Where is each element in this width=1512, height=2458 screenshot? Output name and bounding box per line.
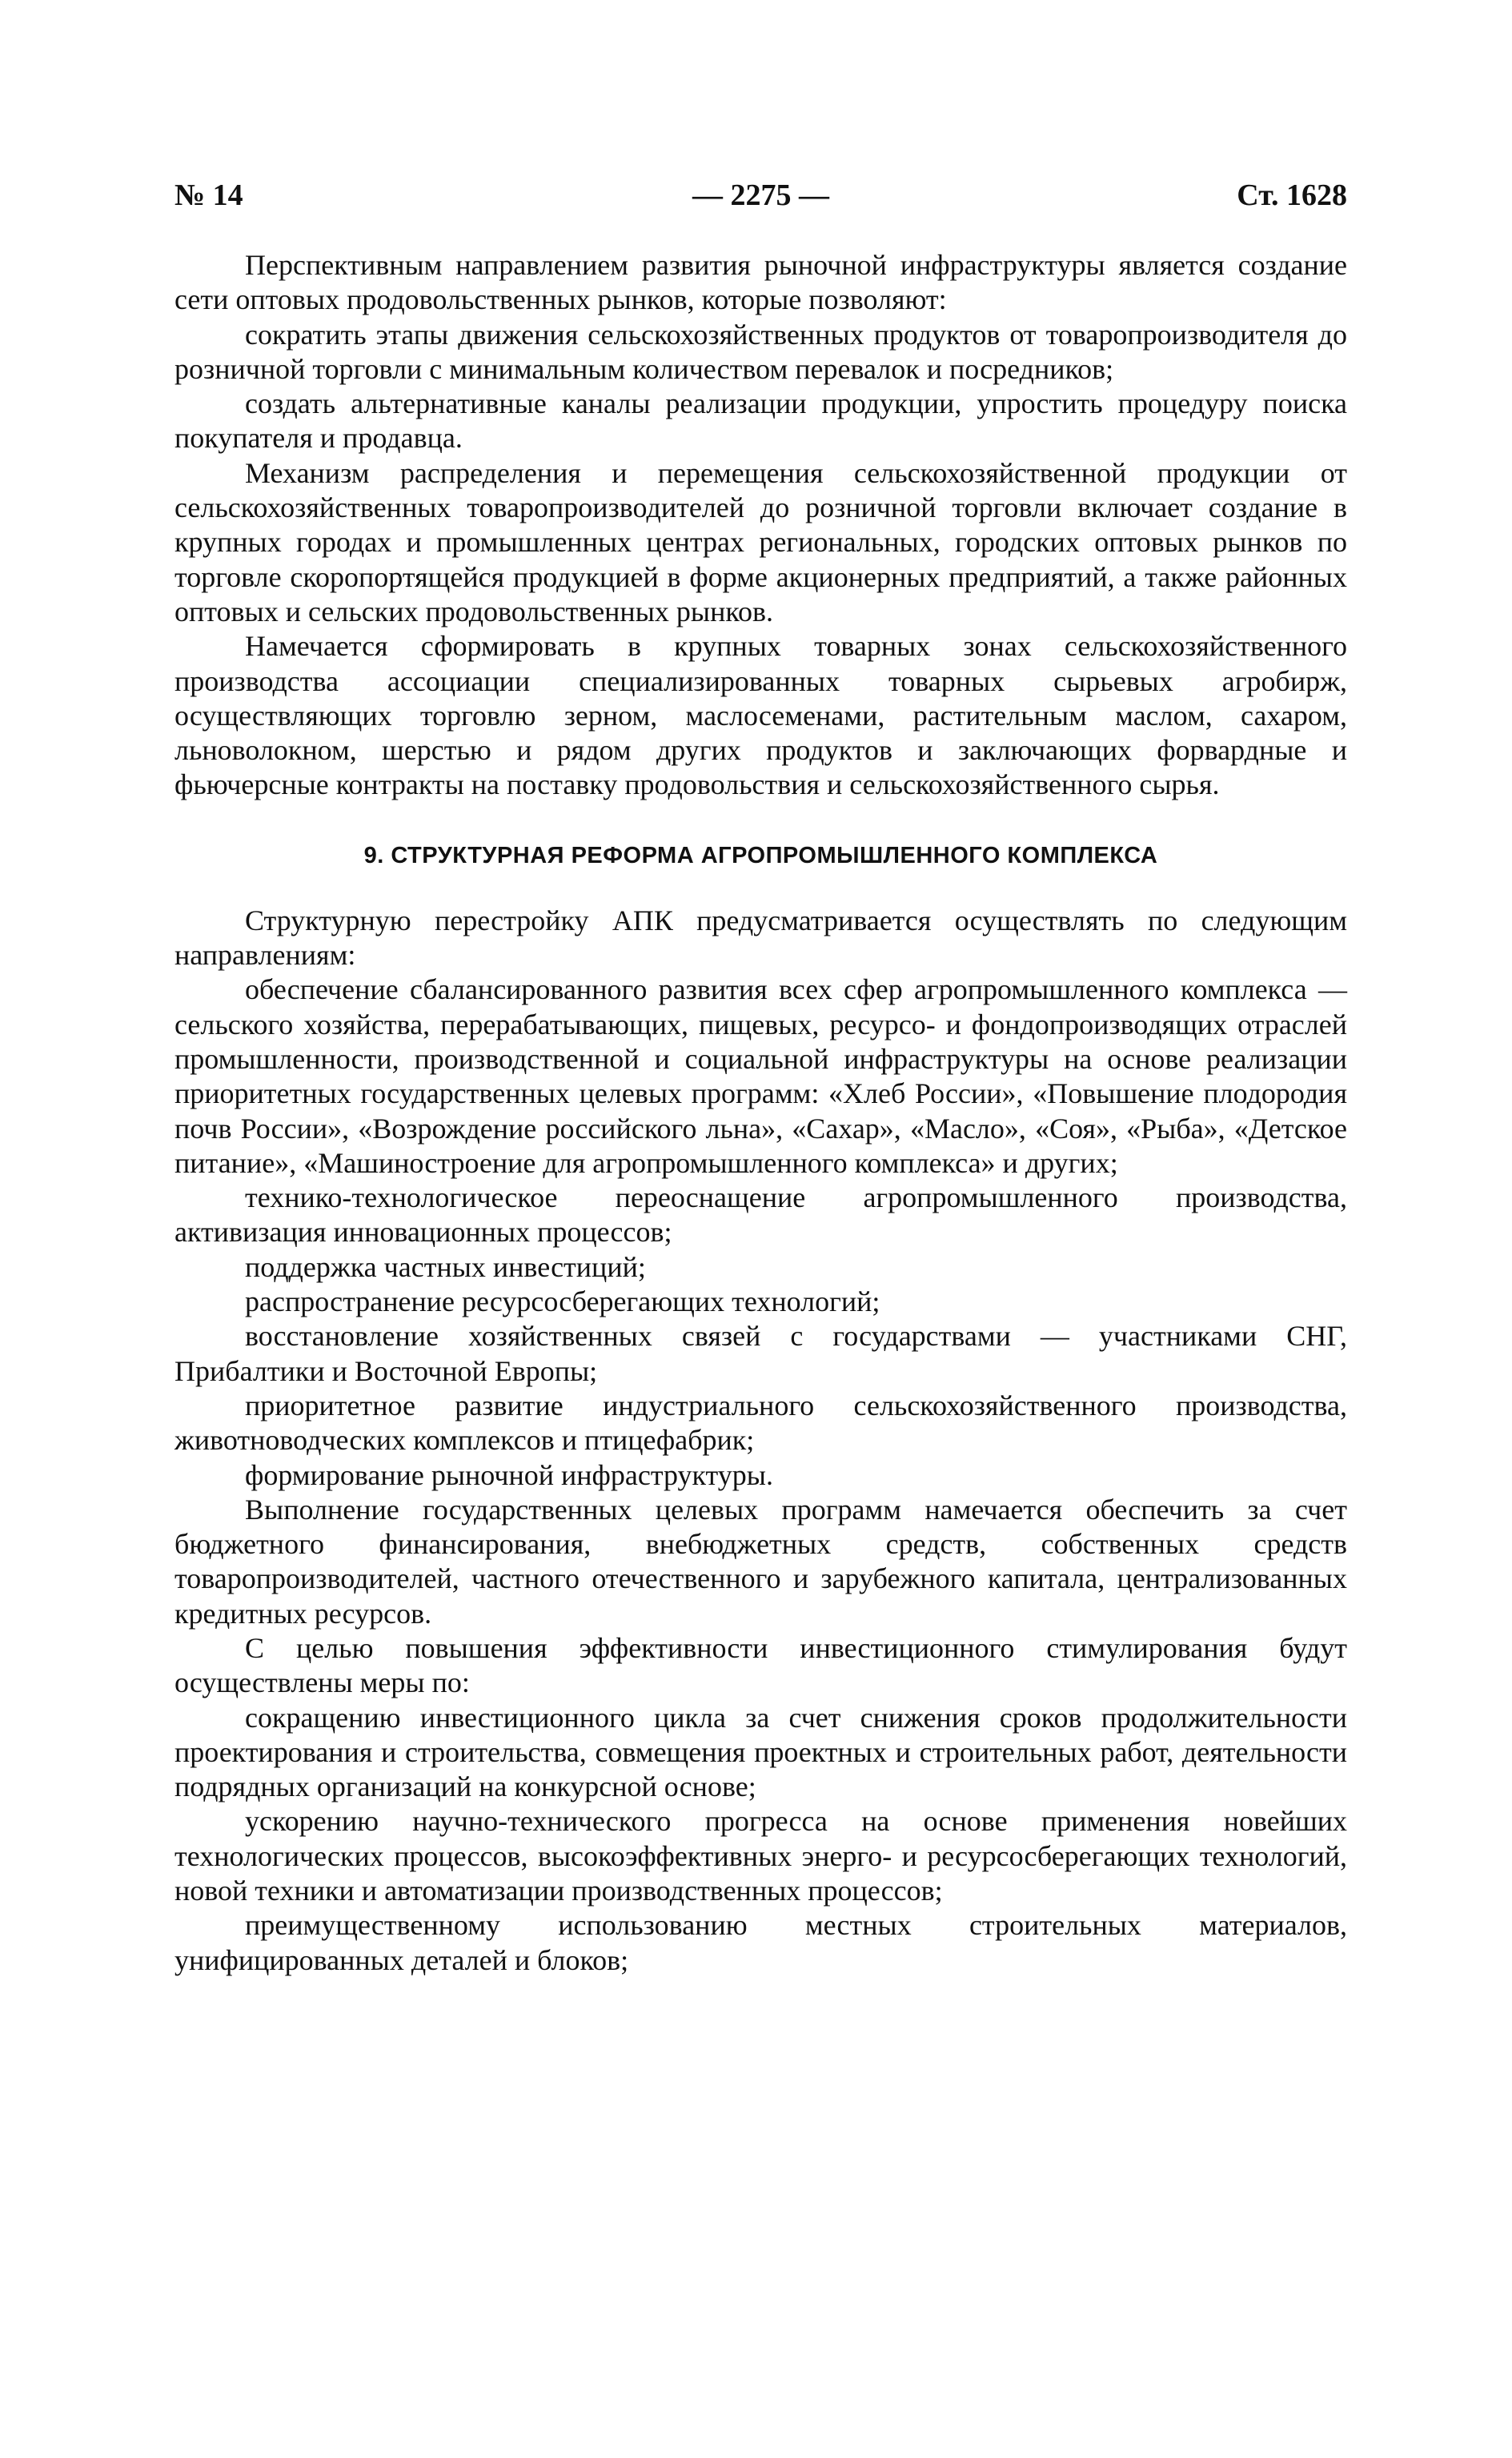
paragraph: Намечается сформировать в крупных товарных зонах сельскохозяйственного производства ассоциации специализированных товарных сырьевых агробирж, осуществляющих торговлю зерном, маслосеменами, растительным маслом, сахаром, льноволокном, шерстью и рядом других продуктов и заключающих форвардные и фьючерсные контракты на поставку продовольствия и сельскохозяйственного сырья. <box>174 630 1347 801</box>
article-number: Ст. 1628 <box>1237 178 1347 212</box>
paragraph: технико-технологическое переоснащение агропромышленного производства, активизация инновационных процессов; <box>174 1181 1347 1249</box>
paragraph: сокращению инвестиционного цикла за счет снижения сроков продолжительности проектирования и строительства, совмещения проектных и строительных работ, деятельности подрядных организаций на конкурсной основе; <box>174 1701 1347 1803</box>
running-head <box>174 178 1347 226</box>
paragraph: Перспективным направлением развития рыночной инфраструктуры является создание сети оптовых продовольственных рынков, которые позволяют: <box>174 249 1347 316</box>
paragraph: создать альтернативные каналы реализации продукции, упростить процедуру поиска покупателя и продавца. <box>174 387 1347 455</box>
paragraph: Механизм распределения и перемещения сельскохозяйственной продукции от сельскохозяйственных товаропроизводителей до розничной торговли включает создание в крупных городах и промышленных центрах региональных, городских оптовых рынков по торговле скоропортящейся продукцией в форме акционерных предприятий, а также районных оптовых и сельских продовольственных рынков. <box>174 456 1347 628</box>
paragraph: Структурную перестройку АПК предусматривается осуществлять по следующим направлениям: <box>174 904 1347 972</box>
issue-number: № 14 <box>174 178 243 212</box>
paragraph: обеспечение сбалансированного развития всех сфер агропромышленного комплекса — сельского хозяйства, перерабатывающих, пищевых, ресурсо- и фондопроизводящих отраслей промышленности, производственной и социальной инфраструктуры на основе реализации приоритетных государственных целевых программ: «Хлеб России», «Повышение плодородия почв России», «Возрождение российского льна», «Сахар», «Масло», «Соя», «Рыба», «Детское питание», «Машиностроение для агропромышленного комплекса» и других; <box>174 973 1347 1179</box>
paragraph: распространение ресурсосберегающих технологий; <box>245 1285 880 1318</box>
paragraph: С целью повышения эффективности инвестиционного стимулирования будут осуществлены меры по: <box>174 1631 1347 1699</box>
document-body <box>174 248 1347 1978</box>
paragraph: ускорению научно-технического прогресса на основе применения новейших технологических процессов, высокоэффективных энерго- и ресурсосберегающих технологий, новой техники и автоматизации производственных процессов; <box>174 1805 1347 1907</box>
paragraph: восстановление хозяйственных связей с государствами — участниками СНГ, Прибалтики и Восточной Европы; <box>174 1320 1347 1387</box>
page-number: — 2275 — <box>692 178 829 212</box>
paragraph: формирование рыночной инфраструктуры. <box>245 1458 773 1491</box>
paragraph: приоритетное развитие индустриального сельскохозяйственного производства, животноводческих комплексов и птицефабрик; <box>174 1389 1347 1457</box>
paragraph: преимущественному использованию местных строительных материалов, унифицированных деталей и блоков; <box>174 1909 1347 1976</box>
paragraph: поддержка частных инвестиций; <box>245 1250 646 1283</box>
section-heading: 9. СТРУКТУРНАЯ РЕФОРМА АГРОПРОМЫШЛЕННОГО КОМПЛЕКСА <box>363 842 1158 868</box>
paragraph: сократить этапы движения сельскохозяйственных продуктов от товаропроизводителя до розничной торговли с минимальным количеством перевалок и посредников; <box>174 318 1347 385</box>
paragraph: Выполнение государственных целевых программ намечается обеспечить за счет бюджетного финансирования, внебюджетных средств, собственных средств товаропроизводителей, частного отечественного и зарубежного капитала, централизованных кредитных ресурсов. <box>174 1493 1347 1630</box>
